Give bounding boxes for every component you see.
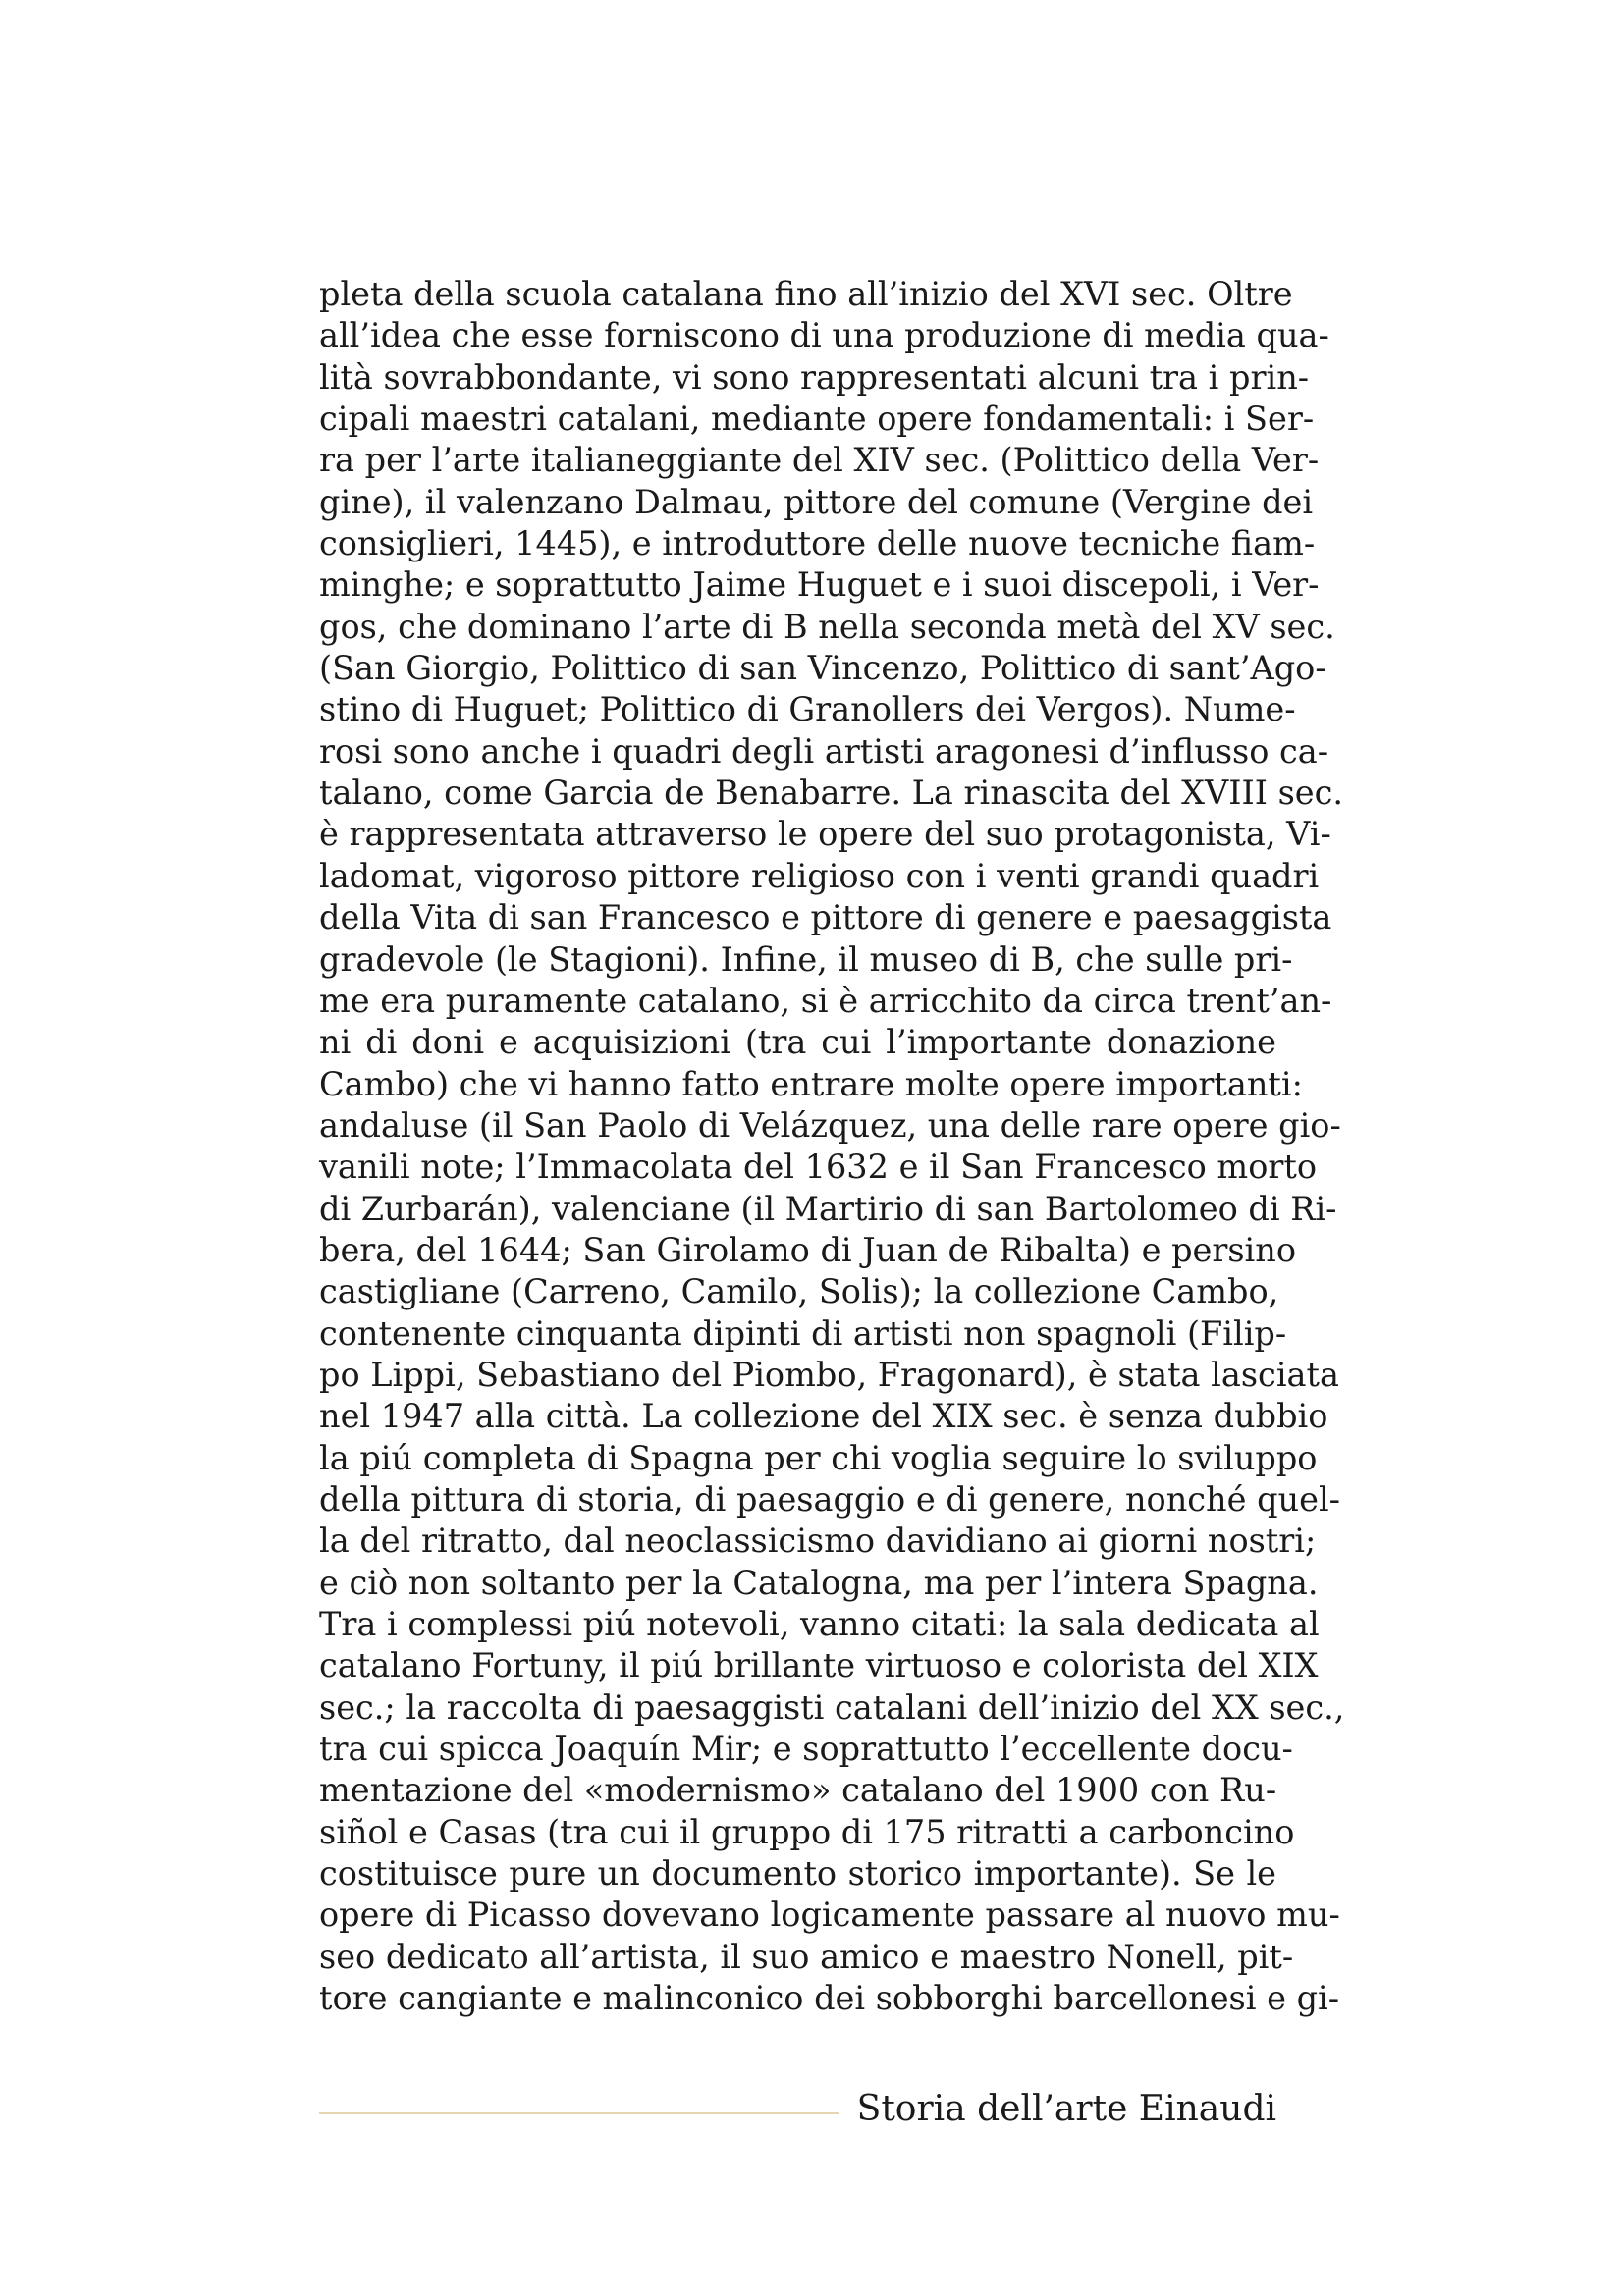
body-line: della Vita di san Francesco e pittore di genere e paesaggista <box>319 898 1332 937</box>
body-line: costituisce pure un documento storico importante). Se le <box>319 1854 1276 1894</box>
body-text <box>319 274 1345 2019</box>
body-line: lità sovrabbondante, vi sono rappresentati alcuni tra i prin- <box>319 357 1310 397</box>
body-line: bera, del 1644; San Girolamo di Juan de Ribalta) e persino <box>319 1230 1297 1269</box>
body-line: catalano Fortuny, il piú brillante virtuoso e colorista del XIX <box>319 1646 1319 1685</box>
body-line: talano, come Garcia de Benabarre. La rinascita del XVIII sec. <box>319 774 1343 813</box>
body-line: po Lippi, Sebastiano del Piombo, Fragonard), è stata lasciata <box>319 1355 1339 1394</box>
body-line: cipali maestri catalani, mediante opere fondamentali: i Ser- <box>319 400 1315 439</box>
body-line: vanili note; l’Immacolata del 1632 e il San Francesco morto <box>319 1148 1318 1187</box>
body-line: rosi sono anche i quadri degli artisti aragonesi d’influsso ca- <box>319 731 1329 771</box>
body-line: e ciò non soltanto per la Catalogna, ma per l’intera Spagna. <box>319 1563 1319 1602</box>
body-line: nel 1947 alla città. La collezione del XIX sec. è senza dubbio <box>319 1397 1328 1436</box>
body-line: la del ritratto, dal neoclassicismo davidiano ai giorni nostri; <box>319 1522 1317 1561</box>
body-line: seo dedicato all’artista, il suo amico e maestro Nonell, pit- <box>319 1937 1294 1976</box>
body-line: tore cangiante e malinconico dei sobborghi barcellonesi e gi- <box>319 1979 1340 2018</box>
body-line: la piú completa di Spagna per chi voglia seguire lo sviluppo <box>319 1438 1318 1477</box>
body-line: opere di Picasso dovevano logicamente passare al nuovo mu- <box>319 1896 1340 1935</box>
body-line: Tra i complessi piú notevoli, vanno citati: la sala dedicata al <box>319 1605 1320 1643</box>
body-line: andaluse (il San Paolo di Velázquez, una delle rare opere gio- <box>319 1105 1341 1145</box>
body-line: minghe; e soprattutto Jaime Huguet e i suoi discepoli, i Ver- <box>319 565 1320 605</box>
body-line: pleta della scuola catalana fino all’inizio del XVI sec. Oltre <box>319 275 1293 313</box>
body-line: gradevole (le Stagioni). Infine, il museo di B, che sulle pri- <box>319 939 1293 979</box>
body-line: è rappresentata attraverso le opere del suo protagonista, Vi- <box>319 815 1331 854</box>
body-line: Cambo) che vi hanno fatto entrare molte opere importanti: <box>319 1064 1303 1103</box>
body-line: mentazione del «modernismo» catalano del 1900 con Ru- <box>319 1771 1277 1810</box>
body-line: ni di doni e acquisizioni (tra cui l’importante donazione <box>319 1023 1276 1062</box>
body-line: ra per l’arte italianeggiante del XIV sec. (Polittico della Ver- <box>319 441 1320 480</box>
body-line: gine), il valenzano Dalmau, pittore del comune (Vergine dei <box>319 482 1314 521</box>
body-line: siñol e Casas (tra cui il gruppo di 175 ritratti a carboncino <box>319 1812 1295 1851</box>
body-line: castigliane (Carreno, Camilo, Solis); la collezione Cambo, <box>319 1272 1279 1311</box>
body-line: consiglieri, 1445), e introduttore delle nuove tecniche fiam- <box>319 524 1316 563</box>
body-line: sec.; la raccolta di paesaggisti catalani dell’inizio del XX sec., <box>319 1687 1345 1727</box>
footer-rule <box>319 2112 839 2114</box>
body-line: all’idea che esse forniscono di una produzione di media qua- <box>319 316 1329 355</box>
body-line: me era puramente catalano, si è arricchito da circa trent’an- <box>319 981 1332 1020</box>
body-line: ladomat, vigoroso pittore religioso con i venti grandi quadri <box>319 856 1320 895</box>
body-line: stino di Huguet; Polittico di Granollers dei Vergos). Nume- <box>319 690 1296 729</box>
footer-title: Storia dell’arte Einaudi <box>856 2089 1276 2129</box>
body-line: di Zurbarán), valenciane (il Martirio di san Bartolomeo di Ri- <box>319 1189 1337 1228</box>
body-line: contenente cinquanta dipinti di artisti non spagnoli (Filip- <box>319 1313 1287 1353</box>
body-line: (San Giorgio, Polittico di san Vincenzo, Polittico di sant’Ago- <box>319 649 1326 688</box>
body-line: gos, che dominano l’arte di B nella seconda metà del XV sec. <box>319 607 1335 646</box>
body-line: tra cui spicca Joaquín Mir; e soprattutto l’eccellente docu- <box>319 1730 1293 1769</box>
body-line: della pittura di storia, di paesaggio e di genere, nonché quel- <box>319 1479 1340 1519</box>
